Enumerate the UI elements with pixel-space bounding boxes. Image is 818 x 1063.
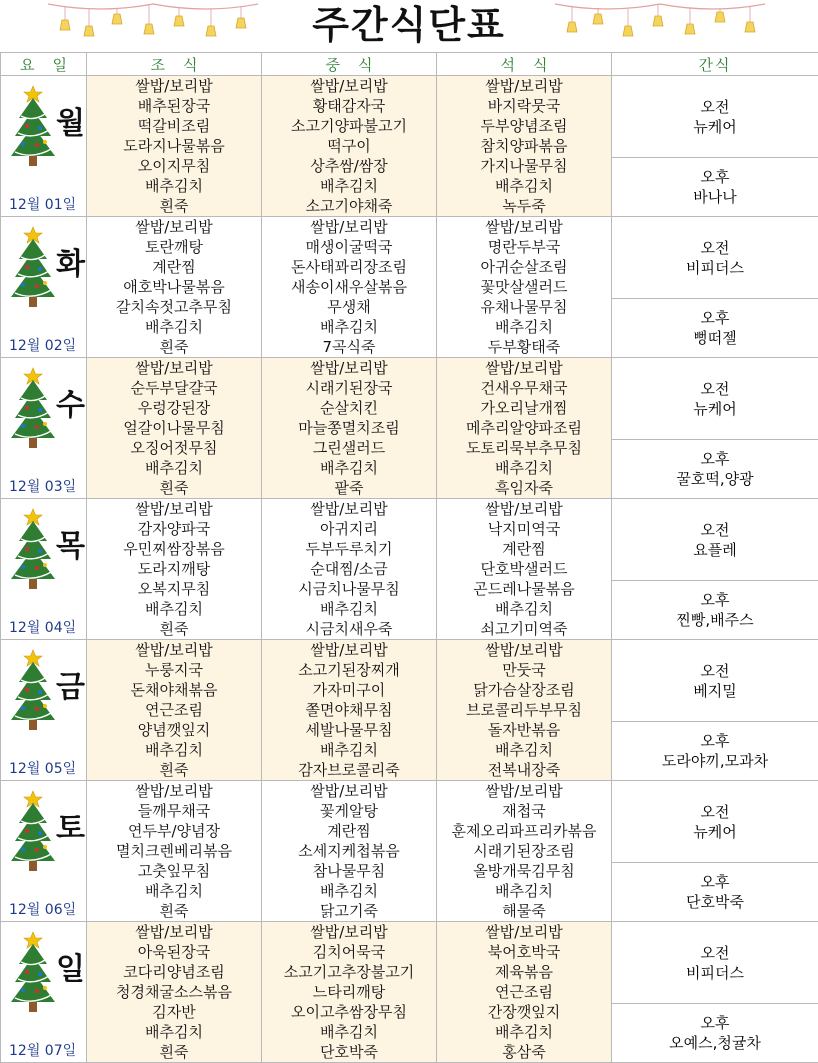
day-row — [1, 499, 818, 640]
menu-item: 배추김치 — [437, 1022, 611, 1042]
snack-am-label: 오전 — [701, 520, 730, 540]
snack-am-item: 뉴케어 — [693, 822, 736, 842]
menu-item: 코다리양념조림 — [87, 962, 261, 982]
menu-item: 우렁강된장 — [87, 398, 261, 418]
snack-am-item: 비피더스 — [686, 963, 744, 983]
menu-item: 닭가슴살장조림 — [437, 680, 611, 700]
snack-am-label: 오전 — [701, 661, 730, 681]
lunch-cell — [262, 640, 437, 781]
menu-item: 건새우무채국 — [437, 378, 611, 398]
menu-item: 시래기된장조림 — [437, 841, 611, 861]
snack-am — [612, 500, 818, 581]
menu-item: 마늘쫑멸치조림 — [262, 418, 436, 438]
snack-pm-label: 오후 — [701, 590, 730, 610]
menu-item: 감자양파국 — [87, 519, 261, 539]
day-cell — [1, 217, 87, 358]
menu-item: 감자브로콜리죽 — [262, 760, 436, 780]
menu-item: 쌀밥/보리밥 — [262, 217, 436, 237]
menu-item: 도라지나물볶음 — [87, 136, 261, 156]
menu-item: 홍삼죽 — [437, 1042, 611, 1062]
snack-pm-label: 오후 — [701, 1013, 730, 1033]
menu-item: 배추김치 — [87, 458, 261, 478]
day-name: 화 — [56, 239, 85, 283]
menu-item: 올방개묵김무침 — [437, 861, 611, 881]
snack-am-label: 오전 — [701, 238, 730, 258]
menu-item: 쌀밥/보리밥 — [87, 922, 261, 942]
day-cell — [1, 76, 87, 217]
snack-pm-item: 단호박죽 — [686, 892, 744, 912]
dinner-cell — [437, 499, 612, 640]
menu-item: 연근조림 — [437, 982, 611, 1002]
snack-pm-label: 오후 — [701, 449, 730, 469]
header-snack: 간식 — [612, 53, 818, 76]
menu-item: 떡구이 — [262, 136, 436, 156]
menu-item: 새송이새우살볶음 — [262, 277, 436, 297]
day-date: 12월 03일 — [9, 476, 76, 496]
menu-item: 쌀밥/보리밥 — [437, 76, 611, 96]
menu-item: 소고기야채죽 — [262, 196, 436, 216]
day-name: 목 — [56, 521, 85, 565]
snack-am-label: 오전 — [701, 97, 730, 117]
snack-pm-label: 오후 — [701, 731, 730, 751]
menu-item: 배추김치 — [437, 881, 611, 901]
snack-am-item: 비피더스 — [686, 258, 744, 278]
menu-item: 김치어묵국 — [262, 942, 436, 962]
menu-item: 배추김치 — [87, 317, 261, 337]
menu-item: 갈치속젓고추무침 — [87, 297, 261, 317]
snack-pm-label: 오후 — [701, 308, 730, 328]
day-date: 12월 07일 — [9, 1040, 76, 1060]
menu-item: 단호박죽 — [262, 1042, 436, 1062]
menu-item: 계란찜 — [262, 821, 436, 841]
snack-am-item: 뉴케어 — [693, 117, 736, 137]
breakfast-cell — [87, 358, 262, 499]
menu-item: 쌀밥/보리밥 — [437, 217, 611, 237]
menu-item: 쌀밥/보리밥 — [262, 76, 436, 96]
menu-item: 멸치크렌베리볶음 — [87, 841, 261, 861]
menu-item: 흰죽 — [87, 901, 261, 921]
dinner-cell — [437, 217, 612, 358]
christmas-tree-icon — [7, 646, 59, 742]
menu-item: 두부두루치기 — [262, 539, 436, 559]
menu-item: 배추김치 — [262, 317, 436, 337]
menu-item: 계란찜 — [437, 539, 611, 559]
menu-item: 훈제오리파프리카볶음 — [437, 821, 611, 841]
day-date: 12월 06일 — [9, 899, 76, 919]
menu-item: 쌀밥/보리밥 — [87, 640, 261, 660]
day-cell — [1, 781, 87, 922]
dinner-cell — [437, 640, 612, 781]
menu-item: 가오리날개찜 — [437, 398, 611, 418]
lunch-cell — [262, 76, 437, 217]
menu-item: 배추된장국 — [87, 96, 261, 116]
day-name: 금 — [56, 662, 85, 706]
menu-item: 흰죽 — [87, 1042, 261, 1062]
menu-item: 두부황태죽 — [437, 337, 611, 357]
day-date: 12월 05일 — [9, 758, 76, 778]
snack-am — [612, 782, 818, 863]
menu-item: 7곡식죽 — [262, 337, 436, 357]
menu-item: 느타리깨탕 — [262, 982, 436, 1002]
dinner-cell — [437, 781, 612, 922]
menu-item: 북어호박국 — [437, 942, 611, 962]
menu-item: 쌀밥/보리밥 — [87, 499, 261, 519]
menu-item: 단호박샐러드 — [437, 559, 611, 579]
snack-pm-item: 찐빵,배주스 — [676, 610, 753, 630]
menu-item: 재첩국 — [437, 801, 611, 821]
menu-item: 배추김치 — [437, 740, 611, 760]
menu-item: 아욱된장국 — [87, 942, 261, 962]
snack-am — [612, 77, 818, 158]
menu-item: 가자미구이 — [262, 680, 436, 700]
dinner-cell — [437, 76, 612, 217]
menu-item: 배추김치 — [262, 1022, 436, 1042]
snack-am-item: 요플레 — [693, 540, 736, 560]
menu-item: 쌀밥/보리밥 — [262, 640, 436, 660]
christmas-tree-icon — [7, 82, 59, 178]
header-day: 요일 — [1, 53, 87, 76]
menu-item: 제육볶음 — [437, 962, 611, 982]
menu-item: 우민찌쌈장볶음 — [87, 539, 261, 559]
day-row — [1, 781, 818, 922]
header-dinner: 석식 — [437, 53, 612, 76]
day-name: 일 — [56, 944, 85, 988]
snack-pm-item: 꿀호떡,양광 — [676, 469, 753, 489]
menu-item: 배추김치 — [87, 740, 261, 760]
menu-item: 곤드레나물볶음 — [437, 579, 611, 599]
menu-item: 쌀밥/보리밥 — [437, 781, 611, 801]
menu-item: 아귀지리 — [262, 519, 436, 539]
menu-item: 시금치나물무침 — [262, 579, 436, 599]
menu-item: 배추김치 — [87, 599, 261, 619]
menu-item: 양념깻잎지 — [87, 720, 261, 740]
day-cell — [1, 922, 87, 1063]
menu-item: 배추김치 — [437, 599, 611, 619]
snack-cell — [612, 217, 818, 358]
menu-item: 돌자반볶음 — [437, 720, 611, 740]
lunch-cell — [262, 358, 437, 499]
menu-item: 계란찜 — [87, 257, 261, 277]
snack-cell — [612, 76, 818, 217]
menu-item: 시금치새우죽 — [262, 619, 436, 639]
snack-cell — [612, 358, 818, 499]
menu-item: 김자반 — [87, 1002, 261, 1022]
menu-item: 순대찜/소금 — [262, 559, 436, 579]
christmas-tree-icon — [7, 364, 59, 460]
snack-pm — [612, 1004, 818, 1061]
menu-item: 참나물무침 — [262, 861, 436, 881]
menu-item: 얼갈이나물무침 — [87, 418, 261, 438]
day-row — [1, 76, 818, 217]
day-row — [1, 217, 818, 358]
snack-pm-item: 바나나 — [693, 187, 736, 207]
snack-cell — [612, 640, 818, 781]
snack-am-label: 오전 — [701, 802, 730, 822]
menu-item: 연근조림 — [87, 700, 261, 720]
menu-item: 상추쌈/쌈장 — [262, 156, 436, 176]
menu-item: 꽃게알탕 — [262, 801, 436, 821]
menu-item: 녹두죽 — [437, 196, 611, 216]
menu-item: 배추김치 — [262, 176, 436, 196]
menu-item: 참치양파볶음 — [437, 136, 611, 156]
header-row — [1, 53, 818, 76]
menu-item: 바지락뭇국 — [437, 96, 611, 116]
menu-item: 오복지무침 — [87, 579, 261, 599]
snack-pm-item: 오예스,청귤차 — [669, 1033, 761, 1053]
header-lunch: 중식 — [262, 53, 437, 76]
menu-item: 만둣국 — [437, 660, 611, 680]
menu-item: 유채나물무침 — [437, 297, 611, 317]
menu-item: 쇠고기미역죽 — [437, 619, 611, 639]
menu-item: 쫄면야채무침 — [262, 700, 436, 720]
christmas-tree-icon — [7, 928, 59, 1024]
title-bar — [0, 0, 818, 52]
menu-item: 흰죽 — [87, 619, 261, 639]
menu-item: 오징어젓무침 — [87, 438, 261, 458]
snack-am-item: 베지밀 — [693, 681, 736, 701]
menu-item: 쌀밥/보리밥 — [262, 922, 436, 942]
snack-pm — [612, 722, 818, 779]
snack-cell — [612, 499, 818, 640]
menu-item: 토란깨탕 — [87, 237, 261, 257]
menu-item: 꽃맛살샐러드 — [437, 277, 611, 297]
dinner-cell — [437, 358, 612, 499]
menu-item: 돈사태꽈리장조림 — [262, 257, 436, 277]
snack-pm-item: 뻥떠젤 — [693, 328, 736, 348]
day-cell — [1, 499, 87, 640]
menu-item: 고춧잎무침 — [87, 861, 261, 881]
menu-item: 배추김치 — [437, 458, 611, 478]
menu-item: 명란두부국 — [437, 237, 611, 257]
menu-item: 쌀밥/보리밥 — [437, 358, 611, 378]
menu-item: 흑임자죽 — [437, 478, 611, 498]
menu-item: 들깨무채국 — [87, 801, 261, 821]
breakfast-cell — [87, 922, 262, 1063]
snack-pm — [612, 299, 818, 356]
christmas-tree-icon — [7, 505, 59, 601]
day-date: 12월 01일 — [9, 194, 76, 214]
menu-item: 가지나물무침 — [437, 156, 611, 176]
day-date: 12월 02일 — [9, 335, 76, 355]
menu-item: 도라지깨탕 — [87, 559, 261, 579]
day-name: 월 — [56, 98, 85, 142]
menu-item: 흰죽 — [87, 196, 261, 216]
snack-am-label: 오전 — [701, 379, 730, 399]
menu-item: 황태감자국 — [262, 96, 436, 116]
menu-item: 해물죽 — [437, 901, 611, 921]
menu-item: 흰죽 — [87, 337, 261, 357]
snack-am-item: 뉴케어 — [693, 399, 736, 419]
menu-item: 소세지케첩볶음 — [262, 841, 436, 861]
snack-am — [612, 641, 818, 722]
menu-item: 도토리묵부추무침 — [437, 438, 611, 458]
menu-item: 전복내장죽 — [437, 760, 611, 780]
menu-item: 흰죽 — [87, 478, 261, 498]
day-cell — [1, 358, 87, 499]
menu-item: 세발나물무침 — [262, 720, 436, 740]
menu-item: 누룽지국 — [87, 660, 261, 680]
menu-item: 쌀밥/보리밥 — [87, 217, 261, 237]
menu-item: 배추김치 — [437, 176, 611, 196]
menu-item: 소고기고추장불고기 — [262, 962, 436, 982]
menu-item: 쌀밥/보리밥 — [262, 781, 436, 801]
dinner-cell — [437, 922, 612, 1063]
day-name: 수 — [56, 380, 85, 424]
menu-item: 배추김치 — [262, 599, 436, 619]
menu-item: 배추김치 — [87, 176, 261, 196]
breakfast-cell — [87, 499, 262, 640]
snack-am — [612, 359, 818, 440]
lunch-cell — [262, 499, 437, 640]
menu-item: 매생이굴떡국 — [262, 237, 436, 257]
menu-item: 시래기된장국 — [262, 378, 436, 398]
menu-item: 그린샐러드 — [262, 438, 436, 458]
menu-item: 메추리알양파조림 — [437, 418, 611, 438]
menu-item: 낙지미역국 — [437, 519, 611, 539]
menu-item: 애호박나물볶음 — [87, 277, 261, 297]
menu-item: 돈채야채볶음 — [87, 680, 261, 700]
snack-pm-label: 오후 — [701, 167, 730, 187]
menu-item: 쌀밥/보리밥 — [437, 922, 611, 942]
day-cell — [1, 640, 87, 781]
menu-item: 오이고추쌈장무침 — [262, 1002, 436, 1022]
menu-item: 순살치킨 — [262, 398, 436, 418]
menu-item: 쌀밥/보리밥 — [87, 781, 261, 801]
menu-item: 아귀순살조림 — [437, 257, 611, 277]
snack-pm — [612, 581, 818, 638]
header-breakfast: 조식 — [87, 53, 262, 76]
menu-item: 떡갈비조림 — [87, 116, 261, 136]
breakfast-cell — [87, 217, 262, 358]
snack-am — [612, 218, 818, 299]
menu-item: 쌀밥/보리밥 — [87, 358, 261, 378]
day-name: 토 — [56, 803, 85, 847]
menu-item: 연두부/양념장 — [87, 821, 261, 841]
menu-item: 흰죽 — [87, 760, 261, 780]
snack-cell — [612, 922, 818, 1063]
snack-am — [612, 923, 818, 1004]
garland-icon — [555, 0, 765, 44]
christmas-tree-icon — [7, 223, 59, 319]
day-date: 12월 04일 — [9, 617, 76, 637]
menu-item: 순두부달걀국 — [87, 378, 261, 398]
day-row — [1, 358, 818, 499]
menu-item: 배추김치 — [262, 740, 436, 760]
menu-item: 쌀밥/보리밥 — [437, 499, 611, 519]
menu-item: 배추김치 — [437, 317, 611, 337]
menu-item: 닭고기죽 — [262, 901, 436, 921]
breakfast-cell — [87, 781, 262, 922]
weekly-menu-table — [0, 52, 818, 1063]
menu-item: 배추김치 — [87, 1022, 261, 1042]
menu-item: 쌀밥/보리밥 — [437, 640, 611, 660]
menu-item: 청경채굴소스볶음 — [87, 982, 261, 1002]
menu-item: 오이지무침 — [87, 156, 261, 176]
menu-item: 배추김치 — [87, 881, 261, 901]
menu-item: 두부양념조림 — [437, 116, 611, 136]
snack-pm — [612, 158, 818, 215]
christmas-tree-icon — [7, 787, 59, 883]
snack-pm-label: 오후 — [701, 872, 730, 892]
page-title: 주간식단표 — [0, 0, 818, 50]
breakfast-cell — [87, 640, 262, 781]
menu-item: 배추김치 — [262, 881, 436, 901]
menu-item: 팥죽 — [262, 478, 436, 498]
day-row — [1, 640, 818, 781]
lunch-cell — [262, 217, 437, 358]
menu-item: 소고기된장찌개 — [262, 660, 436, 680]
menu-item: 브로콜리두부무침 — [437, 700, 611, 720]
lunch-cell — [262, 781, 437, 922]
snack-pm — [612, 440, 818, 497]
menu-item: 쌀밥/보리밥 — [262, 499, 436, 519]
snack-pm-item: 도라야끼,모과차 — [662, 751, 768, 771]
menu-item: 간장깻잎지 — [437, 1002, 611, 1022]
snack-am-label: 오전 — [701, 943, 730, 963]
day-row — [1, 922, 818, 1063]
menu-item: 쌀밥/보리밥 — [87, 76, 261, 96]
menu-item: 무생채 — [262, 297, 436, 317]
lunch-cell — [262, 922, 437, 1063]
snack-pm — [612, 863, 818, 920]
breakfast-cell — [87, 76, 262, 217]
snack-cell — [612, 781, 818, 922]
menu-item: 배추김치 — [262, 458, 436, 478]
menu-item: 쌀밥/보리밥 — [262, 358, 436, 378]
menu-item: 소고기양파불고기 — [262, 116, 436, 136]
